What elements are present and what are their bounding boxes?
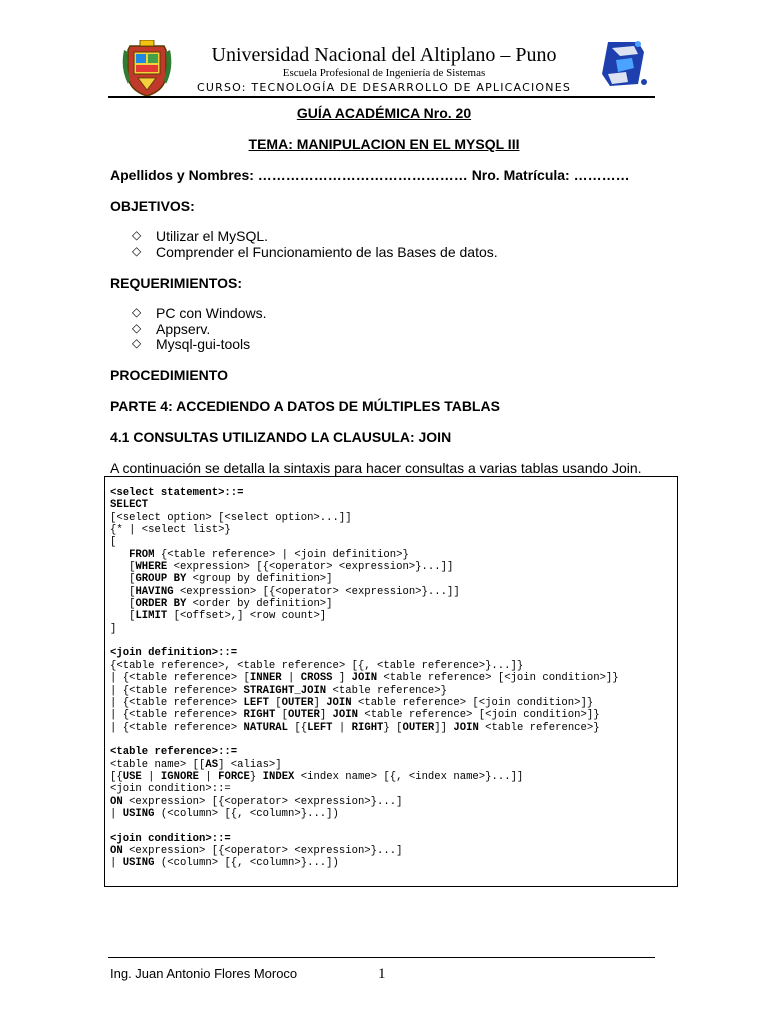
header-divider <box>108 96 655 98</box>
code-line: ] <box>110 622 117 635</box>
code-line: | {<table reference> NATURAL [{LEFT | RIGHT} [OUTER]] JOIN <table reference>} <box>110 721 600 734</box>
code-line: ON <expression> [{<operator> <expression>}...] <box>110 795 403 808</box>
requirement-item: Mysql-gui-tools <box>156 336 251 352</box>
topic-title: TEMA: MANIPULACION EN EL MYSQL III <box>248 136 520 152</box>
code-line: {* | <select list>} <box>110 524 231 537</box>
code-line: [LIMIT [<offset>,] <row count>] <box>110 610 327 623</box>
part-heading: PARTE 4: ACCEDIENDO A DATOS DE MÚLTIPLES TABLAS <box>110 398 500 414</box>
bullet-diamond-icon: ◇ <box>132 228 142 242</box>
bullet-diamond-icon: ◇ <box>132 321 142 335</box>
code-line: | {<table reference> [INNER | CROSS ] JOIN <table reference> [<join condition>]} <box>110 672 619 685</box>
objectives-heading: OBJETIVOS: <box>110 198 195 214</box>
code-line: [HAVING <expression> [{<operator> <expression>}...]] <box>110 585 460 598</box>
student-info-line: Apellidos y Nombres: ……………………………………… Nro. Matrícula: ………… <box>110 167 630 183</box>
code-line: FROM {<table reference> | <join definition>} <box>129 548 409 561</box>
code-line: [GROUP BY <group by definition>] <box>110 573 333 586</box>
code-line <box>110 635 619 647</box>
course-name: CURSO: TECNOLOGÍA DE DESARROLLO DE APLICACIONES <box>196 81 572 94</box>
code-line: <select statement>::= <box>110 487 244 499</box>
code-line <box>110 820 619 832</box>
footer-author: Ing. Juan Antonio Flores Moroco <box>110 966 298 981</box>
footer-divider <box>108 957 655 958</box>
bullet-diamond-icon: ◇ <box>132 305 142 319</box>
school-name: Escuela Profesional de Ingeniería de Sistemas <box>282 67 486 79</box>
bullet-diamond-icon: ◇ <box>132 244 142 258</box>
code-line: SELECT <box>110 499 149 512</box>
code-line: | USING (<column> [{, <column>}...]) <box>110 857 339 870</box>
code-line: | {<table reference> RIGHT [OUTER] JOIN <table reference> [<join condition>]} <box>110 709 600 722</box>
code-line: <join condition>::= <box>110 832 231 845</box>
page-number: 1 <box>378 966 386 982</box>
code-line: <table reference>::= <box>110 746 238 759</box>
bullet-diamond-icon: ◇ <box>132 336 142 350</box>
requirement-item: Appserv. <box>156 321 211 337</box>
objective-item: Utilizar el MySQL. <box>156 228 269 244</box>
guide-title: GUÍA ACADÉMICA Nro. 20 <box>296 105 472 121</box>
university-name: Universidad Nacional del Altiplano – Puno <box>211 44 557 66</box>
code-line: | {<table reference> LEFT [OUTER] JOIN <table reference> [<join condition>]} <box>110 696 594 709</box>
code-line: | {<table reference> STRAIGHT_JOIN <table reference>} <box>110 684 447 697</box>
syntax-code-block <box>110 487 619 870</box>
code-line <box>110 734 619 746</box>
code-line: ON <expression> [{<operator> <expression>}...] <box>110 844 403 857</box>
intro-paragraph: A continuación se detalla la sintaxis para hacer consultas a varias tablas usando Join. <box>110 460 642 476</box>
code-line: {<table reference>, <table reference> [{, <table reference>}...]} <box>110 659 524 672</box>
code-line: <table name> [[AS] <alias>] <box>110 758 282 771</box>
code-line: <join definition>::= <box>110 647 238 660</box>
code-line: [{USE | IGNORE | FORCE} INDEX <index name> [{, <index name>}...]] <box>110 770 524 783</box>
code-line: <join condition>::= <box>110 783 231 796</box>
code-line: [ORDER BY <order by definition>] <box>110 598 333 611</box>
procedure-heading: PROCEDIMIENTO <box>110 367 228 383</box>
requirements-heading: REQUERIMIENTOS: <box>110 275 242 291</box>
code-line: | USING (<column> [{, <column>}...]) <box>110 807 339 820</box>
objective-item: Comprender el Funcionamiento de las Bases de datos. <box>156 244 498 260</box>
section-heading: 4.1 CONSULTAS UTILIZANDO LA CLAUSULA: JOIN <box>110 429 452 445</box>
requirement-item: PC con Windows. <box>156 305 267 321</box>
code-line: [<select option> [<select option>...]] <box>110 511 352 524</box>
code-line: [WHERE <expression> [{<operator> <expression>}...]] <box>110 561 454 574</box>
code-line: [ <box>110 536 117 549</box>
